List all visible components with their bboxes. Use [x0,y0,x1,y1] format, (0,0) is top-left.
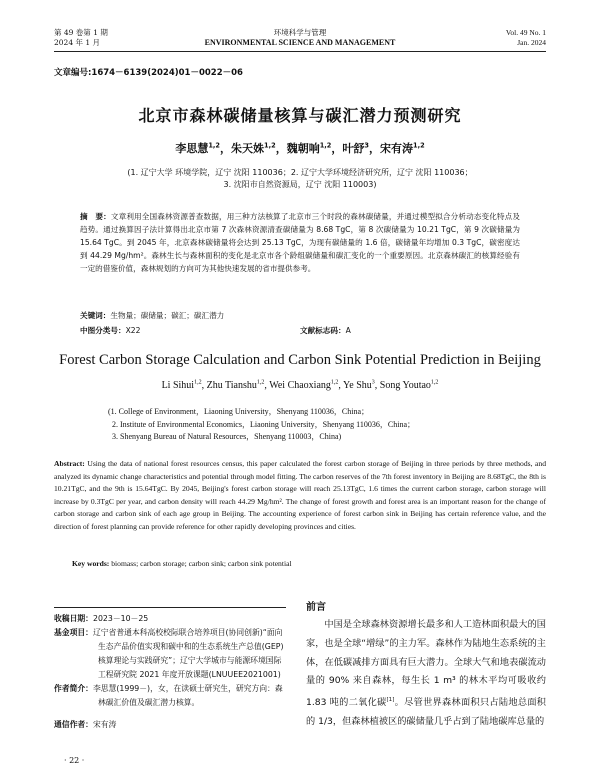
en-abstract-text: Using the data of national forest resources census, this paper calculated the forest carbon storage of Beijing in three periods by three methods, and analyzed its dynamic change characteristics and potential through model fitting. The carbon reserves of the 7th forest inventory in Beijing are 8.68TgC, the 8th is 10.21TgC, and the 9th is 15.64TgC. By 2045, Beijing's forest carbon storage will reach 25.13TgC, 1.6 times the current carbon storage, carbon storage will increase by 0.3TgC per year, and carbon density will reach 44.29 Mg/hm². The change of forest growth and forest area is an important reason for the change of carbon storage and carbon sink of each age group in Beijing. The accounting experience of forest carbon sink in Beijing has certain reference value, and the direction of forest planning can provide reference for other rapidly developing provinces and cities. [54,459,546,531]
cn-author: 宋有涛$^{1,2}$ [379,141,425,155]
en-keywords [72,558,546,571]
header-rule [54,51,546,52]
footnote [54,612,286,732]
footnote-rule [54,607,286,608]
en-affiliation-line: 3. Shenyang Bureau of Natural Resources，Shenyang 110003，China) [112,432,342,441]
cn-keywords [80,309,520,322]
footnote-received: 收稿日期：2023－10－25 [54,614,149,623]
en-author: Wei Chaoxiang$^{1,2}$, [269,380,344,392]
en-keywords-text: biomass; carbon storage; carbon sink; carbon sink potential [111,559,292,568]
en-authors [54,380,546,391]
cn-abstract-text: 文章利用全国森林资源普查数据，用三种方法核算了北京市三个时段的森林碳储量，并通过模型拟合分析动态变化特点及趋势。通过换算因子法计算得出北京市第 7 次森林资源清查碳储量为 8.68 TgC，第 8 次碳储量为 10.21 TgC，第 9 次碳储量为 15.64 TgC。到 2045 年，北京森林碳储量将会达到 25.13 TgC，为现有碳储量的 1.6 倍，碳储量年均增加 0.3 TgC，碳密度达到 44.29 Mg/hm²。森林生长与森林面积的变化是北京市各个龄组碳储量和碳汇变化的一个重要原因。北京森林碳汇的核算经验有一定的借鉴价值，森林规划的方向可为其他快速发展的省市提供参考。 [80,212,520,273]
en-author: Ye Shu$^3$, [343,380,380,392]
cn-doc-code-value: A [345,326,351,335]
cn-affiliation-line: 3. 沈阳市自然资源局，辽宁 沈阳 110003) [223,180,377,189]
cn-author: 魏朝响$^{1,2}$， [286,141,343,155]
footnote-fund: 基金项目：辽宁省普通本科高校校际联合培养项目(协同创新)“面向生态产品价值实现和碳中和的生态系统生产总值(GEP)核算理论与实践研究”；辽宁大学城市与能源环境国际工程研究院 2021 年度开放课题(LNUUEE2021001) [54,628,284,679]
footnote-corresponding: 通信作者：宋有涛 [54,720,117,729]
header-volume: 第 49 卷第 1 期 [54,28,108,37]
cn-author: 李思慧$^{1,2}$， [175,141,232,155]
header-center [54,28,546,48]
body-paragraph: 中国是全球森林资源增长最多和人工造林面积最大的国家，也是全球“增绿”的主力军。森林作为陆地生态系统的主体，在低碳减排方面具有巨大潜力。全球大气和地表碳流动量的 90% 来自森林，每生长 1 m³ 的林木平均可吸收约 1.83 吨的二氧化碳[1]。尽管世界森林面积只占陆地总面积的 1/3，但森林植被区的碳储量几乎占到了陆地碳库总量的 [306,619,546,728]
cn-affiliations [54,167,546,191]
en-keywords-label: Key words: [72,559,110,568]
citation[interactable]: [1] [386,697,395,704]
cn-title: 北京市森林碳储量核算与碳汇潜力预测研究 [138,106,462,125]
cn-authors [54,140,546,156]
cn-abstract-label: 摘 要： [80,212,111,221]
en-author: Song Youtao$^{1,2}$ [379,380,439,392]
article-number: 文章编号:1674－6139(2024)01－0022－06 [54,68,243,78]
en-author: Zhu Tianshu$^{1,2}$, [206,380,270,392]
header-right [506,28,546,48]
header-date-en: Jan. 2024 [517,38,546,47]
header-date: 2024 年 1 月 [54,38,101,47]
cn-affiliation-line: (1. 辽宁大学 环境学院，辽宁 沈阳 110036；2. 辽宁大学环境经济研究所，辽宁 沈阳 110036； [127,168,473,177]
cn-keywords-label: 关键词： [80,311,111,320]
en-abstract [54,458,546,533]
en-affiliations [108,406,415,444]
en-abstract-label: Abstract: [54,459,85,468]
header-vol-en: Vol. 49 No. 1 [505,28,546,37]
cn-clc-value: X22 [125,326,141,335]
en-title: Forest Carbon Storage Calculation and Carbon Sink Potential Prediction in Beijing [59,352,541,368]
cn-clc-label: 中图分类号： [80,326,126,335]
en-affiliation-line: (1. College of Environment，Liaoning University，Shenyang 110036，China； [108,407,369,416]
en-author: Li Sihui$^{1,2}$, [161,380,207,392]
header-journal-cn: 环境科学与管理 [273,28,327,37]
cn-author: 叶舒$^3$， [342,141,380,155]
section-title: 前言 [306,602,326,613]
footnote-author: 作者简介：李思慧(1999－)，女，在读硕士研究生，研究方向：森林碳汇价值及碳汇潜力核算。 [54,684,283,707]
cn-abstract [80,210,520,275]
cn-keywords-text: 生物量；碳储量；碳汇；碳汇潜力 [110,311,225,320]
en-affiliation-line: 2. Institute of Environmental Economics，Liaoning University，Shenyang 110036，China； [112,419,415,429]
cn-doc-code [300,324,351,337]
header-journal-en: ENVIRONMENTAL SCIENCE AND MANAGEMENT [204,38,396,47]
cn-doc-code-label: 文献标志码： [300,326,346,335]
page-number: · 22 · [64,756,85,765]
cn-author: 朱天姝$^{1,2}$， [231,141,287,155]
